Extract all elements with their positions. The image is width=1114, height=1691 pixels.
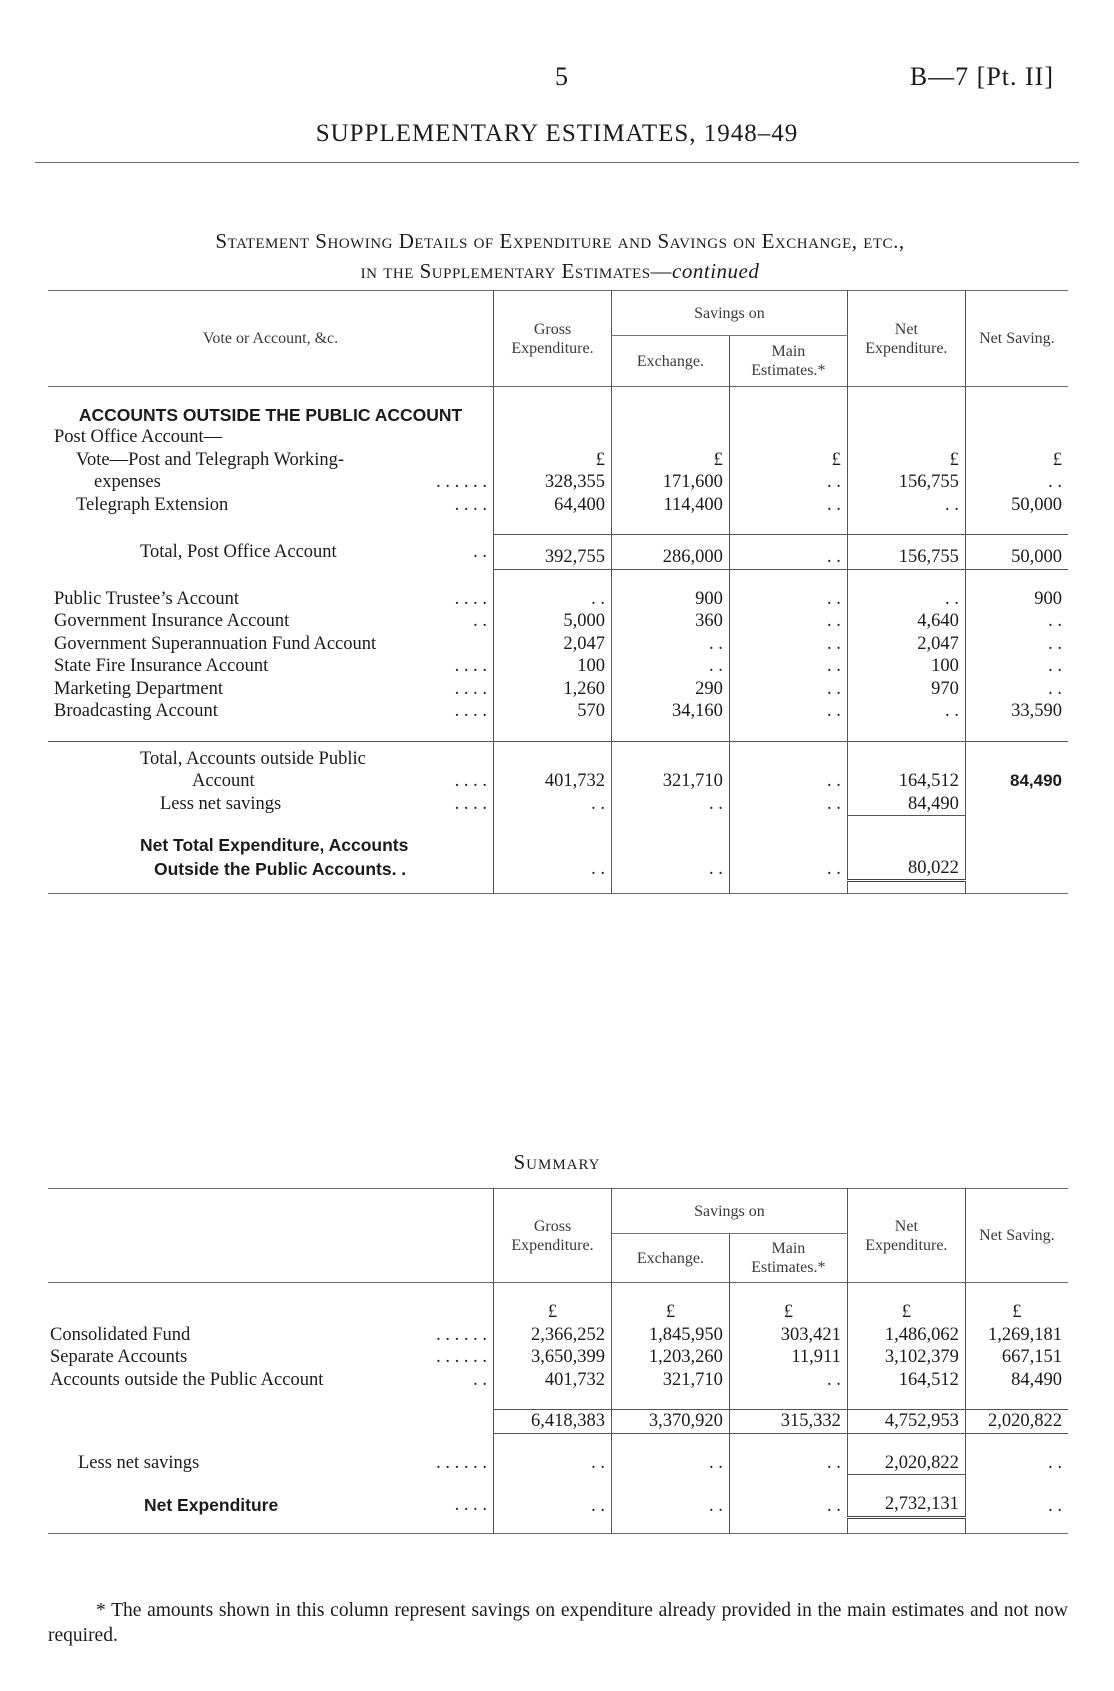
cell-exchange: 900 [611, 588, 729, 611]
cell-net-saving: . . [965, 1452, 1068, 1475]
total-row [48, 1493, 1068, 1517]
post-office-heading: Post Office Account— [54, 427, 223, 447]
cell-net-saving: 2,020,822 [965, 1410, 1068, 1434]
cell-net-exp: 970 [847, 678, 965, 701]
net-total-label-1: Net Total Expenditure, Accounts [140, 835, 409, 855]
cell-net-exp: . . [847, 494, 965, 517]
table-row [48, 700, 1068, 723]
cell-main: . . [729, 1493, 847, 1517]
footnote-text: * The amounts shown in this column represent savings on expenditure already provided in the main estimates and not now required. [48, 1600, 1068, 1646]
cell-net-saving: 1,269,181 [965, 1324, 1068, 1347]
statement-subtitle [40, 226, 1080, 286]
total-row [48, 857, 1068, 881]
cell-net-exp: 4,752,953 [847, 1410, 965, 1434]
cell-net-exp: 164,512 [847, 770, 965, 793]
currency-gross: £ [494, 1301, 612, 1324]
row-label: Broadcasting Account [54, 701, 218, 721]
cell-gross: 2,047 [494, 633, 612, 656]
cell-gross: 570 [494, 700, 612, 723]
leader-dots: . . . . [454, 678, 488, 699]
currency-net-exp: £ [847, 1301, 965, 1324]
cell-net-saving: 33,590 [965, 700, 1068, 723]
table-row [48, 1324, 1068, 1347]
total-row [48, 741, 1068, 770]
cell-net-exp: 1,486,062 [847, 1324, 965, 1347]
cell-gross: 328,355 [494, 471, 612, 494]
currency-net-saving: £ [965, 449, 1068, 472]
summary-title: Summary [513, 1150, 601, 1174]
cell-net-saving: . . [965, 678, 1068, 701]
currency-exchange: £ [611, 449, 729, 472]
cell-main: . . [729, 1369, 847, 1392]
leader-dots: . . . . . . [436, 1324, 488, 1345]
col-header-net-saving: Net Saving. [965, 1189, 1068, 1283]
cell-main: . . [729, 610, 847, 633]
cell-net-exp: 100 [847, 655, 965, 678]
col-header-net-saving: Net Saving. [965, 291, 1068, 387]
cell-gross: 5,000 [494, 610, 612, 633]
footnote [48, 1598, 1068, 1648]
row-label: expenses [94, 472, 161, 492]
cell-net-saving: 900 [965, 588, 1068, 611]
cell-net-exp: 4,640 [847, 610, 965, 633]
cell-main: . . [729, 655, 847, 678]
row-label: Total, Post Office Account [140, 541, 337, 562]
leader-dots: . . . . . . [436, 472, 488, 492]
table-row [48, 1346, 1068, 1369]
cell-net-exp: 2,047 [847, 633, 965, 656]
cell-net-exp: 156,755 [847, 535, 965, 570]
cell-gross: 1,260 [494, 678, 612, 701]
cell-gross: 2,366,252 [494, 1324, 612, 1347]
row-label: Marketing Department [54, 678, 224, 699]
col-header-main-estimates: Main Estimates.* [729, 336, 847, 387]
table-row [48, 1369, 1068, 1392]
cell-net-saving: . . [965, 610, 1068, 633]
total-row [48, 535, 1068, 570]
cell-net-saving: . . [965, 471, 1068, 494]
cell-exchange: 34,160 [611, 700, 729, 723]
leader-dots: . . [473, 611, 488, 631]
col-header-exchange: Exchange. [611, 1234, 729, 1283]
subtitle-line-1: Statement Showing Details of Expenditure and Savings on Exchange, etc., [215, 229, 905, 253]
cell-net-saving: 84,490 [965, 1369, 1068, 1392]
cell-exchange: 321,710 [611, 1369, 729, 1392]
cell-net-saving: . . [965, 1493, 1068, 1517]
cell-main: . . [729, 535, 847, 570]
total-outside-label-1: Total, Accounts outside Public [48, 741, 494, 770]
currency-main: £ [729, 1301, 847, 1324]
currency-main: £ [729, 449, 847, 472]
net-total-label-2: Outside the Public Accounts. . [154, 859, 407, 879]
cell-exchange: 1,845,950 [611, 1324, 729, 1347]
cell-net-exp: 80,022 [847, 857, 965, 881]
cell-gross: . . [494, 793, 612, 816]
cell-net-saving: 50,000 [965, 535, 1068, 570]
subtitle-continued: continued [672, 259, 760, 283]
cell-net-saving: 667,151 [965, 1346, 1068, 1369]
cell-net-exp: . . [847, 700, 965, 723]
cell-main: . . [729, 770, 847, 793]
cell-net-exp: 164,512 [847, 1369, 965, 1392]
row-label: State Fire Insurance Account [54, 656, 269, 676]
table-row [48, 678, 1068, 701]
total-row [48, 1410, 1068, 1434]
cell-main: . . [729, 857, 847, 881]
cell-gross: 392,755 [494, 535, 612, 570]
leader-dots: . . . . [454, 1494, 488, 1515]
leader-dots: . . . . . . [436, 1347, 488, 1367]
cell-exchange: . . [611, 793, 729, 816]
table-row [48, 494, 1068, 517]
cell-gross: 64,400 [494, 494, 612, 517]
row-label: Government Superannuation Fund Account [54, 633, 377, 654]
cell-main: 315,332 [729, 1410, 847, 1434]
cell-exchange: 286,000 [611, 535, 729, 570]
row-label: Net Expenditure [144, 1494, 279, 1515]
cell-net-saving: . . [965, 633, 1068, 656]
table-row [48, 610, 1068, 633]
title-rule [35, 162, 1079, 163]
row-label: Less net savings [78, 1453, 200, 1473]
col-header-main-estimates: Main Estimates.* [729, 1234, 847, 1283]
statement-table [48, 290, 1068, 894]
cell-net-saving: 50,000 [965, 494, 1068, 517]
cell-net-exp: . . [847, 588, 965, 611]
col-header-savings-on: Savings on [611, 291, 847, 336]
cell-exchange: 171,600 [611, 471, 729, 494]
cell-exchange: 360 [611, 610, 729, 633]
document-reference: B—7 [Pt. II] [909, 62, 1054, 91]
total-row [48, 770, 1068, 793]
col-header-vote: Vote or Account, &c. [202, 330, 339, 347]
cell-exchange: 1,203,260 [611, 1346, 729, 1369]
cell-exchange: . . [611, 633, 729, 656]
subtitle-line-2 [40, 256, 1080, 286]
row-label: Public Trustee’s Account [54, 588, 240, 609]
cell-net-exp: 2,732,131 [847, 1493, 965, 1517]
cell-main: . . [729, 588, 847, 611]
row-label: Accounts outside the Public Account [50, 1369, 324, 1390]
row-label: Separate Accounts [50, 1347, 188, 1367]
cell-main: . . [729, 471, 847, 494]
cell-exchange: 321,710 [611, 770, 729, 793]
table-row [48, 793, 1068, 816]
leader-dots: . . . . [454, 494, 488, 515]
cell-net-exp: 156,755 [847, 471, 965, 494]
cell-exchange: 3,370,920 [611, 1410, 729, 1434]
col-header-exchange: Exchange. [611, 336, 729, 387]
summary-table [48, 1188, 1068, 1534]
section-heading: ACCOUNTS OUTSIDE THE PUBLIC ACCOUNT [78, 405, 463, 425]
cell-main: . . [729, 494, 847, 517]
leader-dots: . . . . [454, 701, 488, 721]
leader-dots: . . . . [454, 588, 488, 609]
cell-gross: . . [494, 1452, 612, 1475]
table-row [48, 1452, 1068, 1475]
table-row [48, 588, 1068, 611]
row-label: Account [192, 771, 255, 791]
leader-dots: . . [473, 1369, 488, 1390]
leader-dots: . . [473, 541, 488, 562]
cell-gross: 3,650,399 [494, 1346, 612, 1369]
cell-main: 11,911 [729, 1346, 847, 1369]
cell-gross: 100 [494, 655, 612, 678]
subtitle-line-2-text: in the Supplementary Estimates— [360, 259, 673, 283]
cell-main: . . [729, 1452, 847, 1475]
cell-main: . . [729, 700, 847, 723]
cell-exchange: . . [611, 1493, 729, 1517]
cell-gross: . . [494, 588, 612, 611]
col-header-savings-on: Savings on [611, 1189, 847, 1234]
cell-gross: 401,732 [494, 770, 612, 793]
cell-net-saving: 84,490 [965, 770, 1068, 793]
cell-gross: . . [494, 857, 612, 881]
table-row [48, 633, 1068, 656]
row-label: Telegraph Extension [76, 494, 229, 515]
page-number: 5 [555, 62, 568, 91]
row-label: Less net savings [160, 794, 282, 814]
leader-dots: . . . . [454, 794, 488, 814]
leader-dots: . . . . . . [436, 1453, 488, 1473]
col-header-net-expenditure: Net Expenditure. [847, 291, 965, 387]
cell-net-exp: 84,490 [847, 793, 965, 816]
cell-main: . . [729, 678, 847, 701]
currency-gross: £ [494, 449, 612, 472]
col-header-gross: Gross Expenditure. [494, 1189, 612, 1283]
currency-net-exp: £ [847, 449, 965, 472]
cell-main: . . [729, 793, 847, 816]
row-label: Government Insurance Account [54, 611, 290, 631]
page-title: SUPPLEMENTARY ESTIMATES, 1948–49 [315, 120, 799, 147]
table-row [48, 471, 1068, 494]
vote-label-line-1: Vote—Post and Telegraph Working- [76, 449, 345, 470]
currency-net-saving: £ [965, 1301, 1068, 1324]
cell-gross: . . [494, 1493, 612, 1517]
row-label: Consolidated Fund [50, 1324, 191, 1345]
leader-dots: . . . . [454, 656, 488, 676]
leader-dots: . . . . [454, 771, 488, 791]
cell-exchange: 290 [611, 678, 729, 701]
cell-net-saving: . . [965, 655, 1068, 678]
col-header-gross: Gross Expenditure. [494, 291, 612, 387]
cell-exchange: 114,400 [611, 494, 729, 517]
cell-exchange: . . [611, 655, 729, 678]
cell-net-exp: 2,020,822 [847, 1452, 965, 1475]
cell-gross: 6,418,383 [494, 1410, 612, 1434]
cell-exchange: . . [611, 857, 729, 881]
col-header-net-expenditure: Net Expenditure. [847, 1189, 965, 1283]
cell-gross: 401,732 [494, 1369, 612, 1392]
table-row [48, 655, 1068, 678]
cell-net-exp: 3,102,379 [847, 1346, 965, 1369]
currency-exchange: £ [611, 1301, 729, 1324]
cell-exchange: . . [611, 1452, 729, 1475]
cell-main: . . [729, 633, 847, 656]
cell-main: 303,421 [729, 1324, 847, 1347]
